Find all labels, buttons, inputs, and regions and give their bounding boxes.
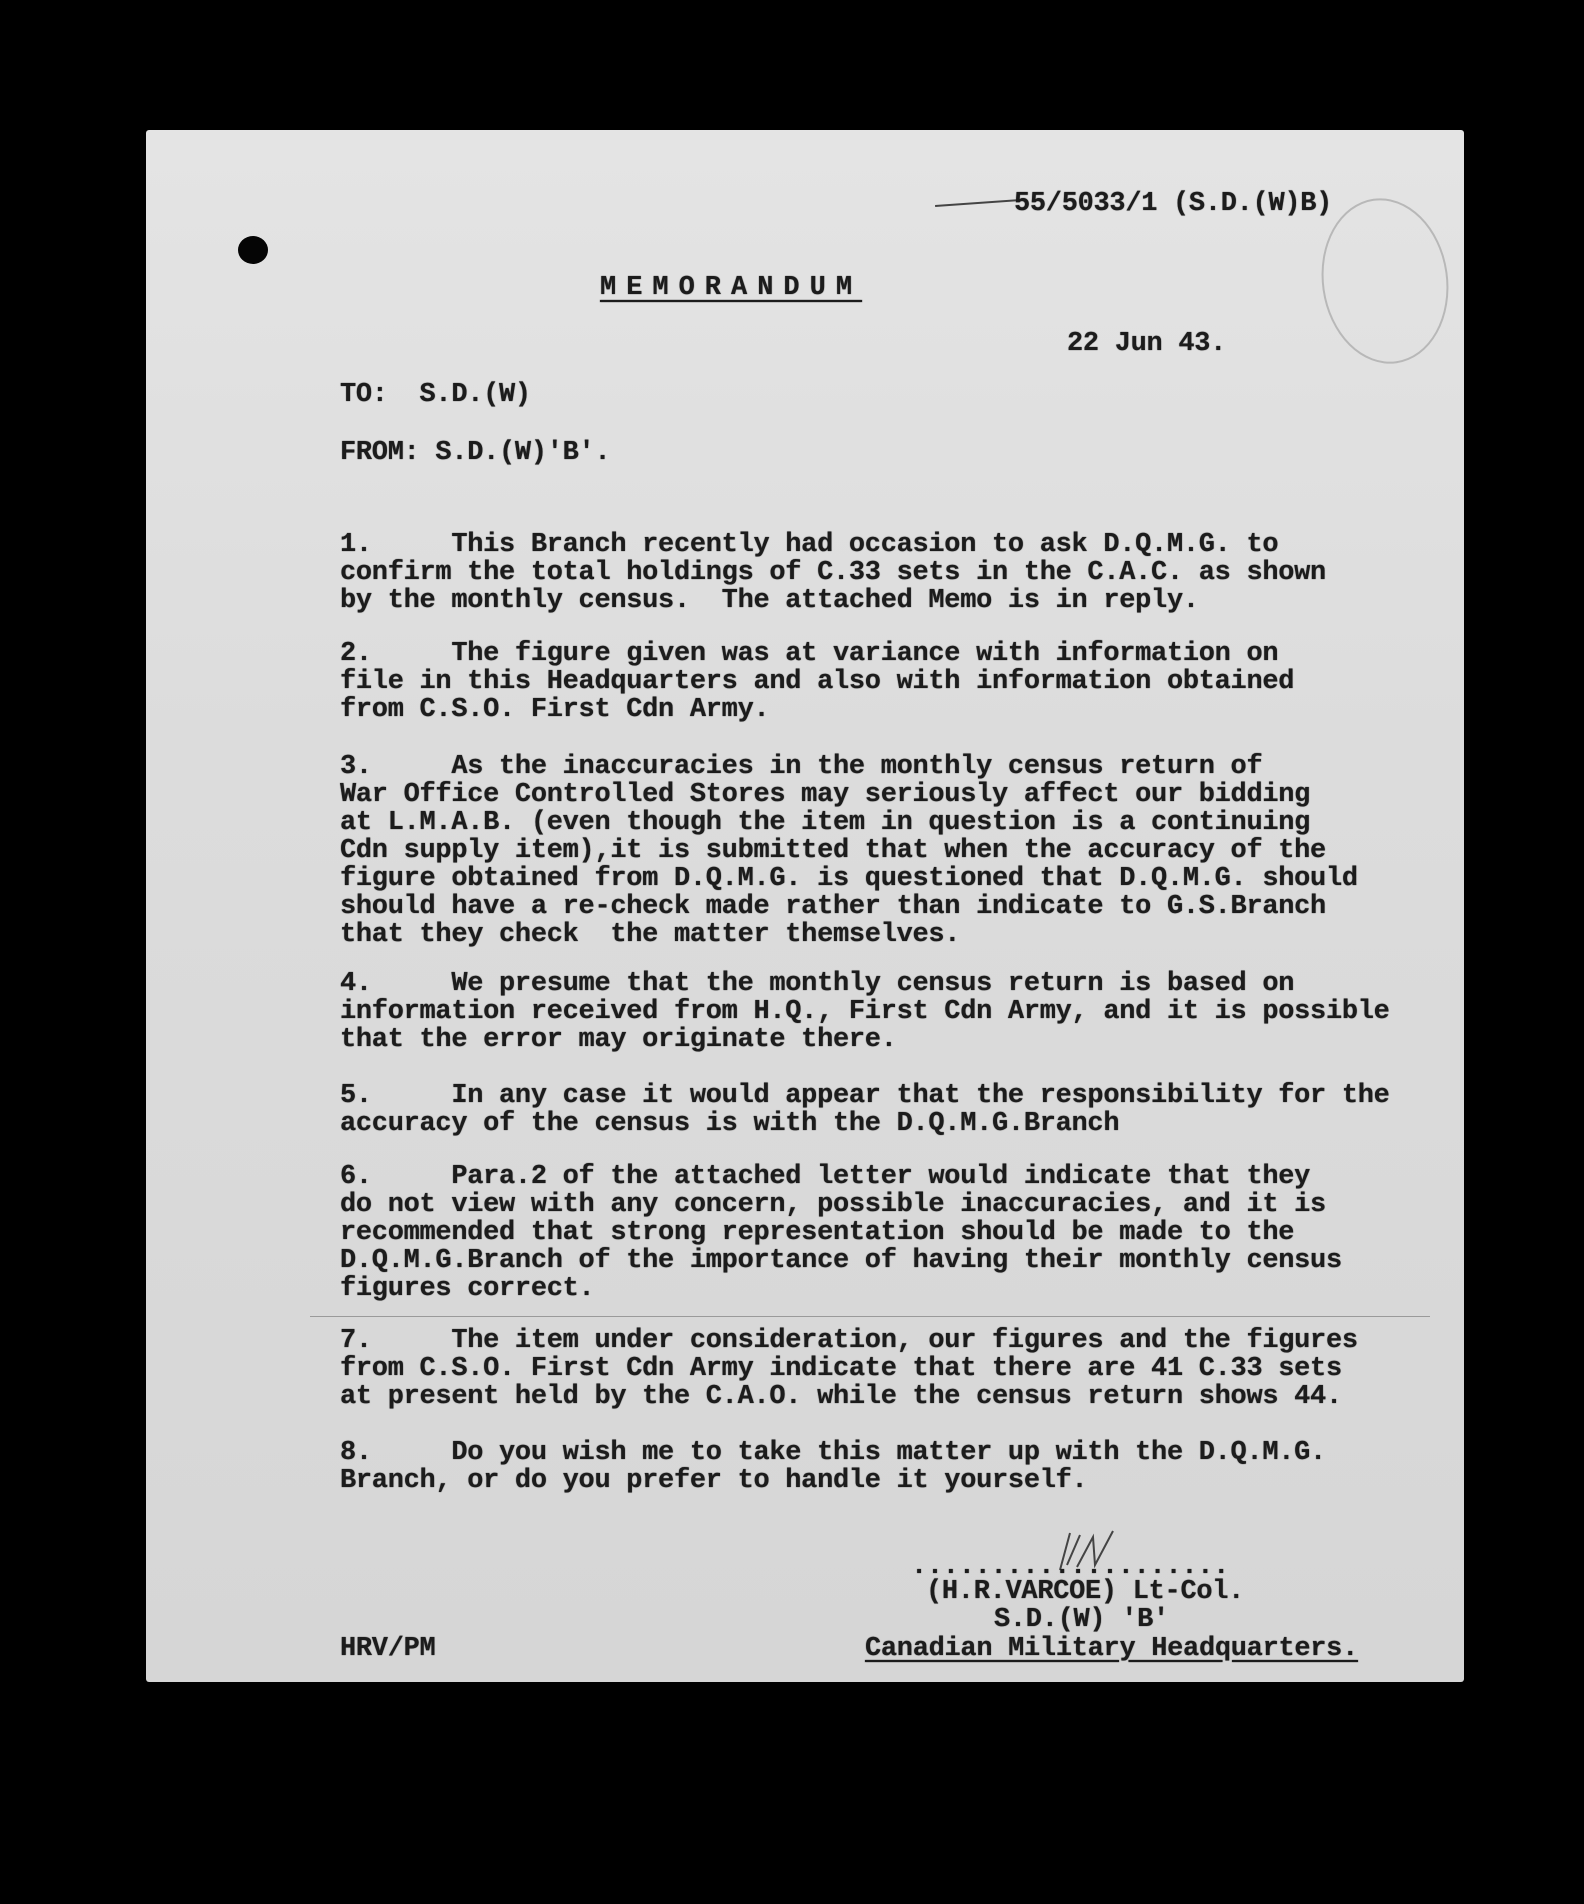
paragraph-5: 5. In any case it would appear that the responsibility for the accuracy of the census is with the D.Q.M.G.Branch bbox=[340, 1081, 1390, 1139]
paragraph-6: 6. Para.2 of the attached letter would indicate that they do not view with any concern, possible inaccuracies, and it is recommended that strong representation should be made to the D.Q.M.G.Branch of the importance of having their monthly census figures correct. bbox=[340, 1162, 1342, 1304]
signatory-name: (H.R.VARCOE) Lt-Col. bbox=[926, 1577, 1245, 1607]
paragraph-3: 3. As the inaccuracies in the monthly census return of War Office Controlled Stores may seriously affect our bidding at L.M.A.B. (even though the item in question is a continuing Cdn supply item),it is submitted that when the accuracy of the figure obtained from D.Q.M.G. is questioned that D.Q.M.G. should should have a re-check made rather than indicate to G.S.Branch that they check the matter themselves. bbox=[340, 752, 1358, 950]
memo-title: MEMORANDUM bbox=[600, 273, 863, 303]
paragraph-7: 7. The item under consideration, our figures and the figures from C.S.O. First Cdn Army indicate that there are 41 C.33 sets at present held by the C.A.O. while the census return shows 44. bbox=[340, 1326, 1358, 1412]
reference-initials: HRV/PM bbox=[340, 1634, 436, 1664]
file-reference: 55/5033/1 (S.D.(W)B) bbox=[1014, 189, 1333, 219]
signature-dots: .................... bbox=[911, 1552, 1230, 1582]
from-line: FROM: S.D.(W)'B'. bbox=[340, 438, 611, 468]
signatory-organization: Canadian Military Headquarters. bbox=[865, 1634, 1358, 1664]
signatory-office: S.D.(W) 'B' bbox=[994, 1605, 1169, 1635]
paragraph-4: 4. We presume that the monthly census return is based on information received from H.Q., First Cdn Army, and it is possible that the error may originate there. bbox=[340, 969, 1390, 1055]
paragraph-8: 8. Do you wish me to take this matter up with the D.Q.M.G. Branch, or do you prefer to handle it yourself. bbox=[340, 1438, 1326, 1496]
paragraph-1: 1. This Branch recently had occasion to ask D.Q.M.G. to confirm the total holdings of C.33 sets in the C.A.C. as shown by the monthly census. The attached Memo is in reply. bbox=[340, 530, 1326, 616]
to-line: TO: S.D.(W) bbox=[340, 380, 531, 410]
paragraph-2: 2. The figure given was at variance with information on file in this Headquarters and also with information obtained from C.S.O. First Cdn Army. bbox=[340, 639, 1295, 725]
divider-line bbox=[310, 1316, 1430, 1317]
memo-date: 22 Jun 43. bbox=[1067, 329, 1227, 359]
punch-hole bbox=[238, 236, 268, 264]
